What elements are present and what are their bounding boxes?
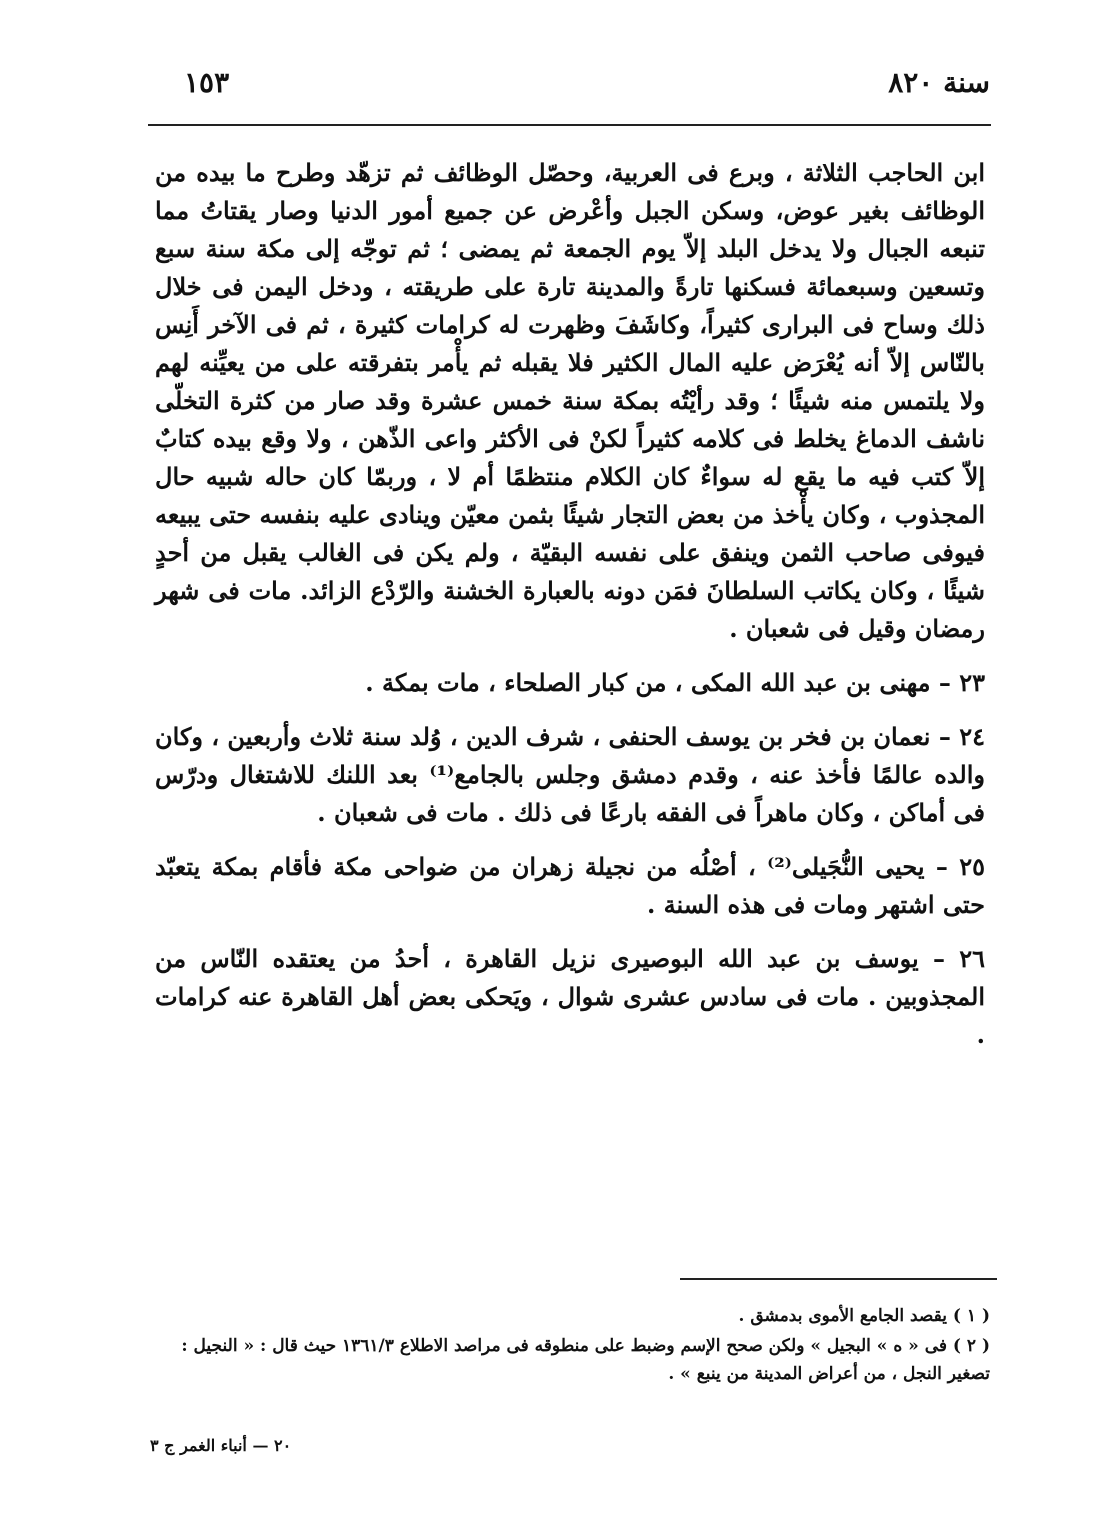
biography-entry-25 xyxy=(155,848,985,924)
entry-number: ٢٤ xyxy=(959,722,985,751)
footnotes xyxy=(160,1302,990,1390)
entry-number: ٢٦ xyxy=(959,944,986,973)
footnote-1: ( ١ ) يقصد الجامع الأموى بدمشق . xyxy=(738,1306,990,1326)
entry-text: – يحيى النُّجَيلى⁽²⁾ ، أصْلُه من نجيلة زهران من ضواحى مكة فأقام بمكة يتعبّد حتى اشتهر ومات فى هذه السنة . xyxy=(155,852,985,919)
biography-entry-23 xyxy=(155,664,985,702)
biography-entry-26 xyxy=(155,940,985,1054)
header-rule xyxy=(148,124,991,126)
signature-line: ٢٠ — أنباء الغمر ج ٣ xyxy=(150,1436,292,1455)
entry-text: – نعمان بن فخر بن يوسف الحنفى ، شرف الدين ، وُلد سنة ثلاث وأربعين ، وكان والده عالمًا فأخذ عنه ، وقدم دمشق وجلس بالجامع⁽¹⁾ بعد اللنك للاشتغال ودرّس فى أماكن ، وكان ماهراً فى الفقه بارعًا فى ذلك . مات فى شعبان . xyxy=(155,722,985,827)
running-head xyxy=(150,66,990,110)
footnote-rule xyxy=(680,1278,997,1280)
continuation-paragraph: ابن الحاجب الثلاثة ، وبرع فى العربية، وحصّل الوظائف ثم تزهّد وطرح ما بيده من الوظائف بغير عوض، وسكن الجبل وأعْرض عن جميع أمور الدنيا وصار يقتاتُ مما تنبعه الجبال ولا يدخل البلد إلاّ يوم الجمعة ثم يمضى ؛ ثم توجّه إلى مكة سنة سبع وتسعين وسبعمائة فسكنها تارةً والمدينة تارة على طريقته ، ودخل اليمن فى خلال ذلك وساح فى البرارى كثيراً، وكاشَفَ وظهرت له كرامات كثيرة ، ثم فى الآخر أَنِس بالنّاس إلاّ أنه يُعْرَض عليه المال الكثير فلا يقبله ثم يأْمر بتفرقته على من يعيِّنه لهم ولا يلتمس منه شيئًا ؛ وقد رأيْتُه بمكة سنة خمس عشرة وقد صار من كثرة التخلّى ناشف الدماغ يخلط فى كلامه كثيراً لكنْ فى الأكثر واعى الذّهن ، ولا وقع بيده كتابٌ إلاّ كتب فيه ما يقع له سواءٌ كان الكلام منتظمًا أم لا ، وربمّا كان حاله شبيه حال المجذوب ، وكان يأْخذ من بعض التجار شيئًا بثمن معيّن وينادى عليه بنفسه حتى يبيعه فيوفى صاحب الثمن وينفق على نفسه البقيّة ، ولم يكن فى الغالب يقبل من أحدٍ شيئًا ، وكان يكاتب السلطانَ فمَن دونه بالعبارة الخشنة والرّدْع الزائد. مات فى شهر رمضان وقيل فى شعبان . xyxy=(155,158,985,643)
footnote-2: ( ٢ ) فى « ه » البجيل » ولكن صحح الإسم وضبط على منطوقه فى مراصد الاطلاع ١٣٦١/٣ حيث قال : « النجيل : تصغير النجل ، من أعراض المدينة من ينبع » . xyxy=(181,1336,990,1384)
page-number: ١٥٣ xyxy=(184,66,230,99)
entry-text: – مهنى بن عبد الله المكى ، من كبار الصلحاء ، مات بمكة . xyxy=(365,668,951,697)
entry-text: – يوسف بن عبد الله البوصيرى نزيل القاهرة ، أحدُ من يعتقده النّاس من المجذوبين . مات فى سادس عشرى شوال ، ويَحكى بعض أهل القاهرة عنه كرامات . xyxy=(155,944,986,1049)
entry-number: ٢٣ xyxy=(959,668,985,697)
entry-number: ٢٥ xyxy=(959,852,985,881)
main-text xyxy=(155,154,985,1054)
running-head-year: سنة ٨٢٠ xyxy=(888,66,990,99)
biography-entry-24 xyxy=(155,718,985,832)
